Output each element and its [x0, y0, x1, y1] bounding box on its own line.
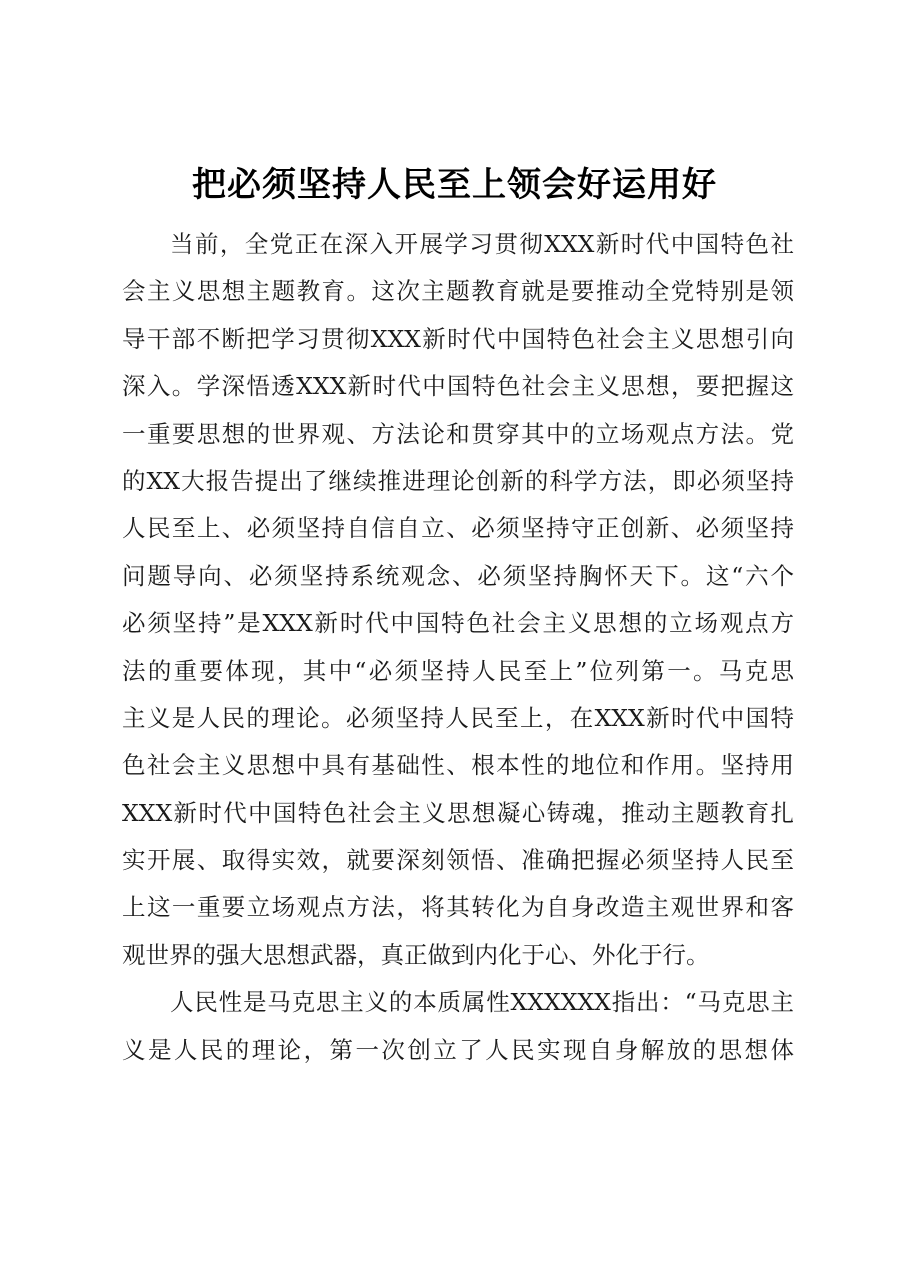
- paragraph-line: 导干部不断把学习贯彻XXX新时代中国特色社会主义思想引向: [122, 324, 794, 353]
- paragraph-1: [122, 221, 794, 979]
- paragraph-line: 必须坚持”是XXX新时代中国特色社会主义思想的立场观点方: [122, 609, 794, 638]
- document-title: 把必须坚持人民至上领会好运用好: [192, 165, 717, 205]
- paragraph-line: XXX新时代中国特色社会主义思想凝心铸魂，推动主题教育扎: [122, 798, 794, 827]
- paragraph-line: 一重要思想的世界观、方法论和贯穿其中的立场观点方法。党: [122, 419, 794, 448]
- paragraph-line: 主义是人民的理论。必须坚持人民至上，在XXX新时代中国特: [122, 703, 794, 732]
- paragraph-line: 上这一重要立场观点方法，将其转化为自身改造主观世界和客: [122, 893, 794, 922]
- document-body: [122, 221, 794, 1074]
- paragraph-line: 观世界的强大思想武器，真正做到内化于心、外化于行。: [122, 940, 710, 969]
- paragraph-line: 问题导向、必须坚持系统观念、必须坚持胸怀天下。这“六个: [122, 561, 794, 590]
- paragraph-line: 实开展、取得实效，就要深刻领悟、准确把握必须坚持人民至: [122, 846, 794, 875]
- paragraph-line: 人民性是马克思主义的本质属性XXXXXX指出：“马克思主: [170, 988, 794, 1017]
- paragraph-line: 的XX大报告提出了继续推进理论创新的科学方法，即必须坚持: [122, 466, 794, 495]
- paragraph-2: [122, 979, 794, 1074]
- paragraph-line: 深入。学深悟透XXX新时代中国特色社会主义思想，要把握这: [122, 372, 794, 401]
- paragraph-line: 当前，全党正在深入开展学习贯彻XXX新时代中国特色社: [170, 230, 794, 258]
- paragraph-line: 人民至上、必须坚持自信自立、必须坚持守正创新、必须坚持: [122, 514, 794, 543]
- paragraph-line: 会主义思想主题教育。这次主题教育就是要推动全党特别是领: [122, 277, 794, 306]
- paragraph-line: 法的重要体现，其中“必须坚持人民至上”位列第一。马克思: [122, 656, 794, 685]
- paragraph-line: 色社会主义思想中具有基础性、根本性的地位和作用。坚持用: [122, 751, 794, 780]
- paragraph-line: 义是人民的理论，第一次创立了人民实现自身解放的思想体: [122, 1035, 794, 1064]
